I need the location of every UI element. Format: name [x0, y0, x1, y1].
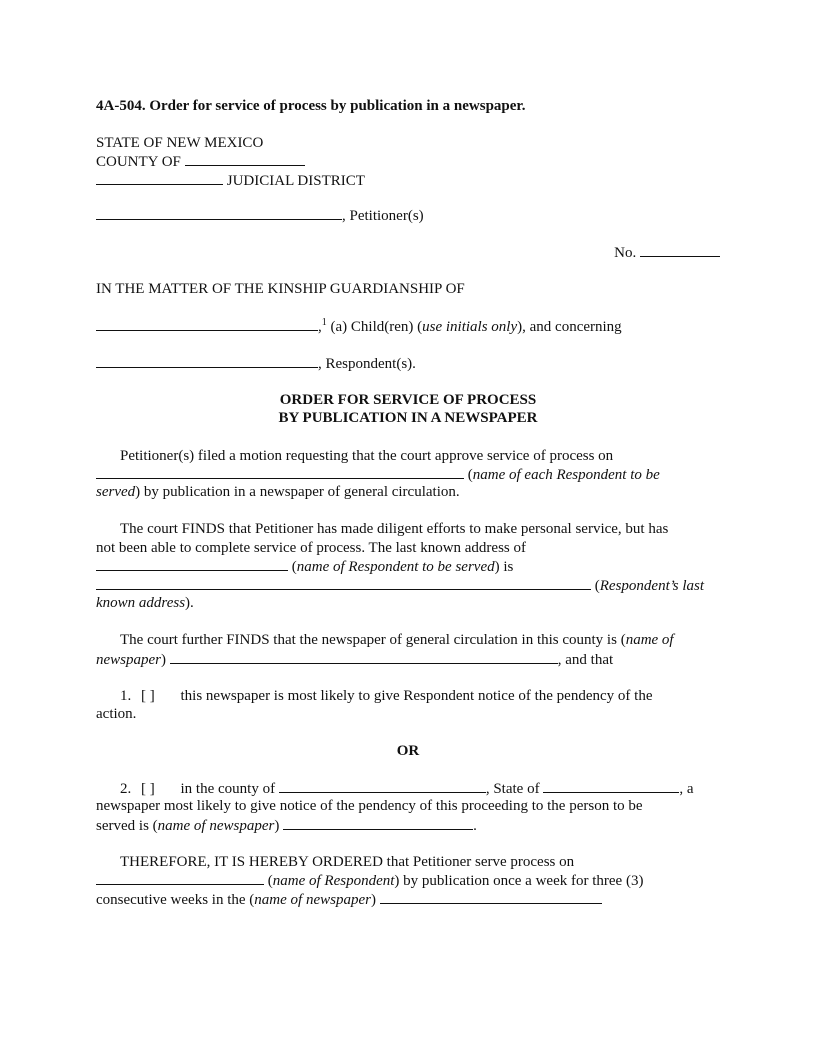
p1-line-2: [96, 465, 660, 484]
county-line: [96, 152, 305, 171]
p2-end: ).: [185, 595, 194, 611]
option-2-paren-close: ): [274, 818, 280, 834]
p4-respondent-blank[interactable]: [96, 871, 264, 885]
option-1-text: this newspaper is most likely to give Respondent notice of the pendency of the: [180, 688, 653, 704]
p2-instruction: name of Respondent to be served: [296, 559, 495, 575]
order-title-1: ORDER FOR SERVICE OF PROCESS: [279, 392, 537, 408]
order-title-2: BY PUBLICATION IN A NEWSPAPER: [278, 410, 538, 426]
p2-line-2: not been able to complete service of process. The last known address of: [96, 540, 527, 556]
option-2-instruction: name of newspaper: [157, 818, 275, 834]
state-line: STATE OF NEW MEXICO: [96, 135, 264, 151]
p2-line-5: [96, 594, 194, 612]
respondent-blank[interactable]: [96, 354, 318, 368]
option-2-county-label: in the county of: [180, 781, 276, 797]
p1-respondent-blank[interactable]: [96, 465, 464, 479]
p2-address-blank[interactable]: [96, 576, 591, 590]
option-2-line: [120, 779, 694, 798]
p4-instruction: name of Respondent: [272, 873, 395, 889]
p3-instruction: name of: [625, 632, 674, 648]
child-line: ,$^1$ (a) Child(ren) (use initials only), and concerning: [96, 317, 622, 336]
child-label-end: ), and concerning: [517, 319, 622, 335]
option-2-state-blank[interactable]: [543, 779, 679, 793]
option-1-number: 1.: [120, 688, 132, 704]
option-1-line: [120, 687, 652, 705]
p4-newspaper-blank[interactable]: [380, 890, 602, 904]
p2-instruction-3: known address: [96, 595, 186, 611]
form-heading: 4A-504. Order for service of process by publication in a newspaper.: [96, 98, 526, 114]
district-label: JUDICIAL DISTRICT: [226, 173, 365, 189]
p4-line-3: [96, 890, 602, 909]
p3-instruction-2: newspaper: [96, 652, 161, 668]
option-2-text-end: , a: [679, 781, 694, 797]
p1-end: ) by publication in a newspaper of general circulation.: [135, 484, 460, 500]
county-label: COUNTY OF: [96, 154, 181, 170]
p1-line-3: [96, 483, 460, 501]
p4-instruction-2: name of newspaper: [254, 892, 371, 908]
option-2-state-label: , State of: [485, 781, 540, 797]
or-separator: OR: [396, 743, 420, 759]
p3-end: , and that: [557, 652, 614, 668]
p4-paren-open: (: [267, 873, 273, 889]
child-instruction: use initials only: [422, 319, 518, 335]
p4-line-1: THEREFORE, IT IS HEREBY ORDERED that Petitioner serve process on: [120, 854, 575, 870]
option-1-checkbox[interactable]: [ ]: [141, 688, 155, 704]
option-2-served-label: served is (: [96, 818, 158, 834]
p3-paren-close: ): [161, 652, 166, 668]
district-blank[interactable]: [96, 171, 223, 185]
respondent-label: , Respondent(s).: [318, 356, 416, 372]
p2-respondent-blank[interactable]: [96, 557, 288, 571]
p1-instruction: name of each Respondent to be: [472, 467, 660, 483]
option-2-line-2: newspaper most likely to give notice of the pendency of this proceeding to the person to be: [96, 798, 643, 814]
p4-text: ) by publication once a week for three (3): [394, 873, 644, 889]
matter-line: IN THE MATTER OF THE KINSHIP GUARDIANSHIP OF: [96, 281, 465, 297]
option-2-newspaper-blank[interactable]: [283, 816, 473, 830]
petitioner-label: , Petitioner(s): [342, 208, 424, 224]
district-line: [96, 171, 365, 190]
option-2-number: 2.: [120, 781, 132, 797]
p1-paren-open: (: [467, 467, 473, 483]
county-blank[interactable]: [185, 152, 305, 166]
case-number-label: No.: [614, 245, 637, 261]
p3-newspaper-blank[interactable]: [170, 650, 558, 664]
footnote-marker: 1: [321, 317, 327, 328]
p3-line-1: [120, 631, 674, 649]
p2-paren-open-2: (: [594, 578, 600, 594]
case-number-line: [96, 243, 720, 262]
p2-line-3: [96, 557, 513, 576]
petitioner-blank[interactable]: [96, 206, 342, 220]
p3-line-2: [96, 650, 613, 669]
p2-line-1: The court FINDS that Petitioner has made diligent efforts to make personal service, but has: [120, 521, 669, 537]
p2-line-4: [96, 576, 704, 595]
option-1-line-2: action.: [96, 706, 137, 722]
child-label: (a) Child(ren) (: [326, 319, 423, 335]
p1-instruction-2: served: [96, 484, 136, 500]
option-2-checkbox[interactable]: [ ]: [141, 781, 155, 797]
p4-weeks-label: consecutive weeks in the (: [96, 892, 255, 908]
petitioner-line: [96, 206, 424, 225]
p2-paren-open: (: [291, 559, 297, 575]
respondent-line: [96, 354, 416, 373]
p2-is: ) is: [494, 559, 514, 575]
option-2-line-3: [96, 816, 477, 835]
option-2-county-blank[interactable]: [279, 779, 486, 793]
p1-line-1: Petitioner(s) filed a motion requesting that the court approve service of process on: [120, 448, 614, 464]
p3-text: The court further FINDS that the newspaper of general circulation in this county is (: [120, 632, 626, 648]
option-2-end: .: [473, 818, 477, 834]
case-number-blank[interactable]: [640, 243, 720, 257]
child-blank[interactable]: [96, 317, 318, 331]
p2-instruction-2: Respondent’s last: [599, 578, 705, 594]
p4-line-2: [96, 871, 643, 890]
p4-paren-close: ): [370, 892, 376, 908]
